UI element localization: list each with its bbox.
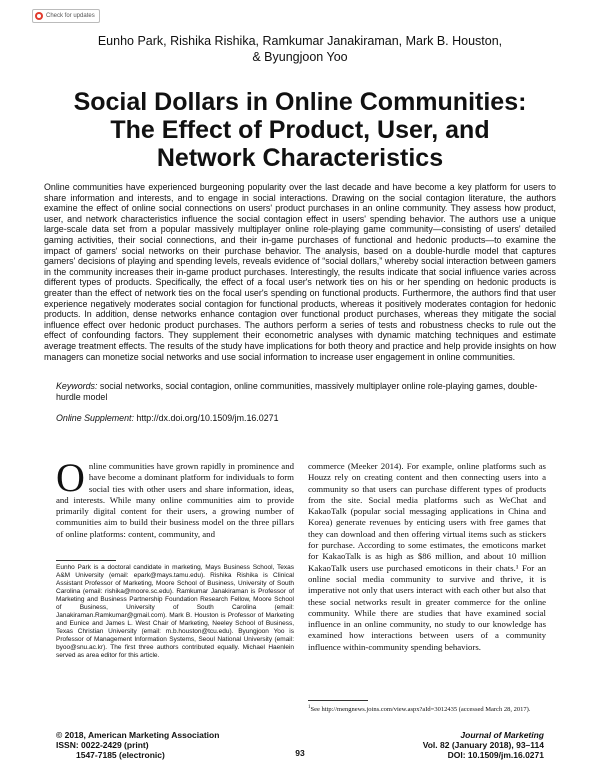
body-column-left bbox=[56, 455, 294, 540]
update-icon bbox=[35, 12, 43, 20]
online-supplement bbox=[56, 413, 279, 424]
abstract: Online communities have experienced burgeoning popularity over the last decade and have become a key platform for users to share information and interests, and to engage in social interactions. Drawing on the social contagion literature, the authors examine the effect of online social connections on users' product purchases in an online community. They assess how product, user, and network characteristics influence the social contagion effect in users' spending behavior. The authors use a unique large-scale data set from a popular massively multiplayer online role-playing game community—consisting of users' detailed gaming activities, their social connections, and their in-game purchases of functional and hedonic products—to examine the impact of gamers' social networks on their purchase behavior. The analysis, based on a double-hurdle model that captures gamers' decisions of playing and spending levels, reveals evidence of “social dollars,” whereby social interaction between gamers in the community increases their in-game product purchases. Interestingly, the results indicate that social influence varies across different types of products. Specifically, the effect of a focal user's network ties on his or her spending on hedonic products is greater than the effect of network ties on the focal user's spending on functional products. Furthermore, the authors find that user experience negatively moderates social contagion for functional products, whereas it positively moderates contagion for hedonic products. In addition, dense networks enhance contagion over functional product purchases, whereas they mitigate the social influence effect over hedonic product purchases. The authors perform a series of tests and robustness checks to rule out the effect of confounding factors. They supplement their econometric analyses with dynamic matching techniques and estimate average treatment effects. The results of the study have implications for both theory and practice and help provide insights on how managers can monetize social networks and use social information to increase user engagement in online communities. bbox=[44, 182, 556, 362]
check-for-updates-badge[interactable] bbox=[32, 9, 100, 23]
keywords-label: Keywords: bbox=[56, 381, 98, 391]
footnote-1-text: See http://mengnews.joins.com/view.aspx?aId=3012435 (accessed March 28, 2017). bbox=[310, 706, 531, 714]
footnote-1 bbox=[308, 704, 546, 714]
journal-name: Journal of Marketing bbox=[460, 730, 544, 740]
supplement-label: Online Supplement: bbox=[56, 413, 134, 423]
author-line-1: Eunho Park, Rishika Rishika, Ramkumar Janakiraman, Mark B. Houston, bbox=[97, 34, 503, 48]
footer-right bbox=[423, 730, 544, 760]
issn-print: ISSN: 0022-2429 (print) bbox=[56, 740, 149, 750]
drop-cap: O bbox=[56, 455, 85, 500]
body-column-right: commerce (Meeker 2014). For example, online platforms such as Houzz rely on creating content and then connecting users into a community so that users can purchase different types of products from the site. Social media platforms such as WeChat and KakaoTalk (popular social messaging applications in China and Korea) generate revenues by enticing users with free games that they can download and then offering virtual items such as stickers for purchase. According to some estimates, the emoticons market for KakaoTalk is as high as $86 million, and about 10 million KakaoTalk users use purchased emoticons in their chats.¹ For an online social media community to survive and thrive, it is imperative not only that users interact with each other but also that these social networks result in greater commerce for the online community. While there are studies that have examined social influence in an online community, no study to our knowledge has examined how interactions between users of a community influence within-community spending behaviors. bbox=[308, 461, 546, 652]
body-text-left: nline communities have grown rapidly in prominence and have become a dominant platform for individuals to form social ties with other users and share information, ideas, and interests. While many online communities aim to provide primarily digital content for their users, a growing number of communities aim to build their business model on the three pillars of online platforms: content, community, and bbox=[56, 461, 294, 539]
author-list bbox=[60, 33, 540, 65]
keywords-text: social networks, social contagion, online communities, massively multiplayer online role-playing games, double-hurdle model bbox=[56, 381, 538, 402]
volume-info: Vol. 82 (January 2018), 93–114 bbox=[422, 740, 544, 750]
badge-label: Check for updates bbox=[46, 13, 95, 19]
copyright: © 2018, American Marketing Association bbox=[56, 730, 220, 740]
author-footnote: Eunho Park is a doctoral candidate in marketing, Mays Business School, Texas A&M University (email: epark@mays.tamu.edu). Rishika Rishika is Clinical Assistant Professor of Marketing, Moore School of Business, University of South Carolina (email: rishika@moore.sc.edu). Ramkumar Janakiraman is Professor of Marketing and Business Partnership Foundation Research Fellow, Moore School of Business, University of South Carolina (email: Janakiraman.Ramkumar@gmail.com). Mark B. Houston is Professor of Marketing and Eunice and James L. West Chair of Marketing, Neeley School of Business, Texas Christian University (email: m.b.houston@tcu.edu). Byungjoon Yoo is Professor of Management Information Systems, Seoul National University (email: byoo@snu.ac.kr). The first three authors contributed equally. Michael Haenlein served as area editor for this article. bbox=[56, 564, 294, 659]
article-title bbox=[40, 88, 560, 172]
footnote-divider-right bbox=[308, 700, 368, 701]
footer-left bbox=[56, 730, 219, 760]
keywords bbox=[56, 381, 556, 403]
supplement-link[interactable]: http://dx.doi.org/10.1509/jm.16.0271 bbox=[136, 413, 279, 423]
title-line-3: Network Characteristics bbox=[156, 144, 444, 172]
title-line-2: The Effect of Product, User, and bbox=[110, 116, 490, 144]
author-line-2: & Byungjoon Yoo bbox=[252, 50, 348, 64]
title-line-1: Social Dollars in Online Communities: bbox=[73, 88, 527, 116]
page-number: 93 bbox=[295, 748, 305, 758]
issn-electronic: 1547-7185 (electronic) bbox=[76, 750, 165, 760]
doi[interactable]: DOI: 10.1509/jm.16.0271 bbox=[447, 750, 544, 760]
footnote-mark: 1 bbox=[308, 705, 311, 710]
footnote-divider-left bbox=[56, 560, 116, 561]
